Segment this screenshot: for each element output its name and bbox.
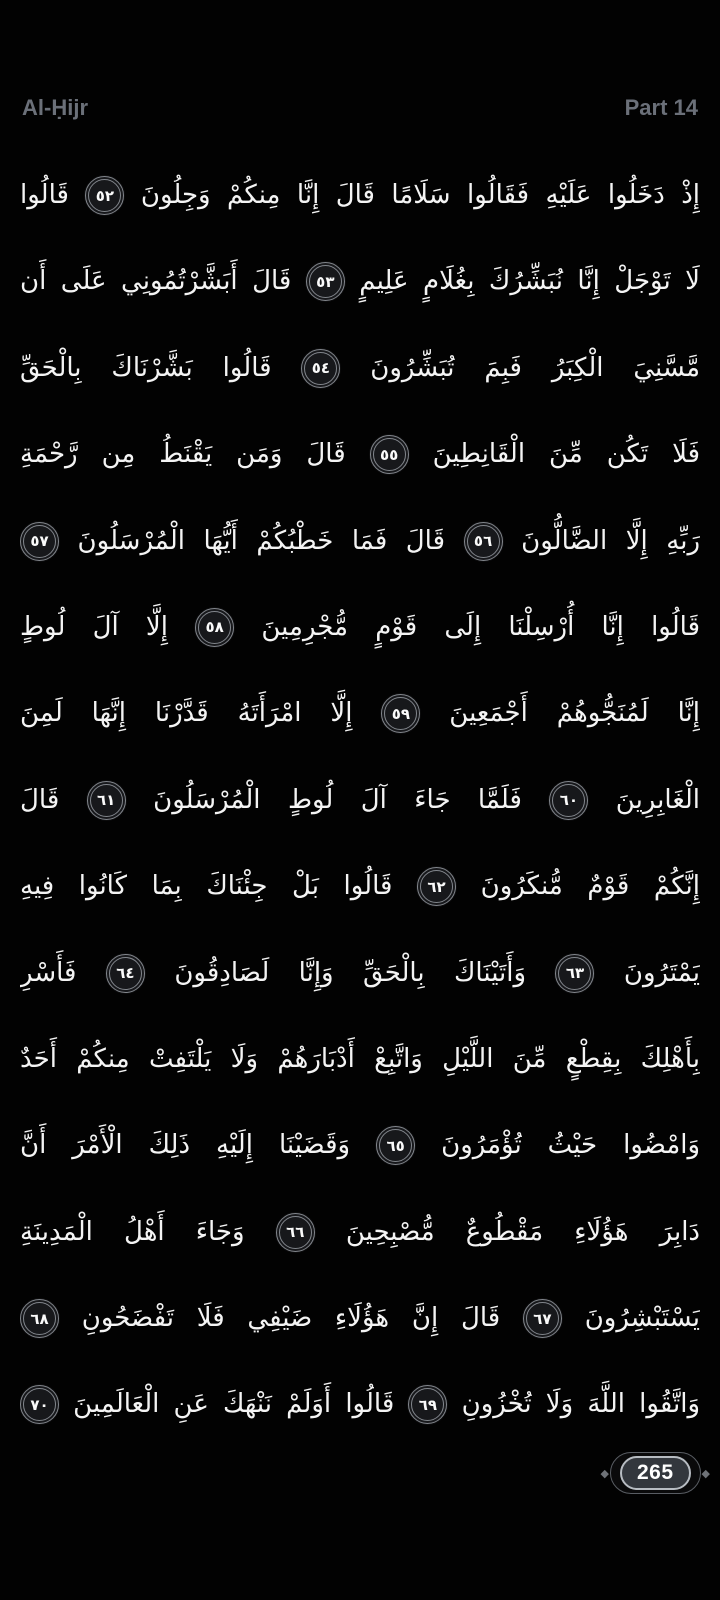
page-badge-outer-ring xyxy=(610,1452,701,1494)
verse-end-marker: ٥٨ xyxy=(195,608,234,647)
ayah-text: وَاتَّقُوا اللَّهَ وَلَا تُخْزُونِ xyxy=(461,1389,700,1420)
verse-end-marker: ٦٤ xyxy=(106,954,145,993)
ayah-text: فَأَسْرِ xyxy=(20,957,77,988)
mushaf-line xyxy=(20,498,700,584)
mushaf-line xyxy=(20,1275,700,1361)
ayah-text: الْغَابِرِينَ xyxy=(615,784,700,815)
verse-end-marker: ٦١ xyxy=(87,781,126,820)
mushaf-page[interactable] xyxy=(20,152,700,1448)
ayah-text: وَأَتَيْنَاكَ بِالْحَقِّ وَإِنَّا لَصَادِقُونَ xyxy=(174,957,527,988)
verse-end-marker: ٧٠ xyxy=(20,1385,59,1424)
mushaf-line xyxy=(20,843,700,929)
mushaf-line xyxy=(20,1016,700,1102)
ayah-text: قَالَ أَبَشَّرْتُمُونِي عَلَى أَن xyxy=(20,266,292,297)
ayah-text: قَالُوا إِنَّا أُرْسِلْنَا إِلَى قَوْمٍ مُّجْرِمِينَ xyxy=(261,611,700,642)
ayah-text: قَالُوا بَشَّرْنَاكَ بِالْحَقِّ xyxy=(20,352,272,383)
ayah-text: قَالَ xyxy=(20,784,60,815)
ayah-text: وَامْضُوا حَيْثُ تُؤْمَرُونَ xyxy=(441,1130,700,1161)
surah-title: Al-Ḥijr xyxy=(22,95,88,120)
juz-part-label: Part 14 xyxy=(624,95,698,120)
verse-end-marker: ٥٩ xyxy=(381,694,420,733)
ayah-text: إِلَّا امْرَأَتَهُ قَدَّرْنَا إِنَّهَا لَمِنَ xyxy=(20,698,353,729)
verse-end-marker: ٦٢ xyxy=(417,867,456,906)
ayah-text: لَا تَوْجَلْ إِنَّا نُبَشِّرُكَ بِغُلَامٍ عَلِيمٍ xyxy=(359,266,700,297)
mushaf-line xyxy=(20,757,700,843)
ayah-text: قَالَ فَمَا خَطْبُكُمْ أَيُّهَا الْمُرْسَلُونَ xyxy=(77,525,446,556)
mushaf-line xyxy=(20,411,700,497)
mushaf-line xyxy=(20,1361,700,1447)
ayah-text: قَالَ وَمَن يَقْنَطُ مِن رَّحْمَةِ xyxy=(20,439,346,470)
ayah-text: إِنَّكُمْ قَوْمٌ مُّنكَرُونَ xyxy=(480,871,700,902)
verse-end-marker: ٦٨ xyxy=(20,1299,59,1338)
verse-end-marker: ٦٩ xyxy=(408,1385,447,1424)
verse-end-marker: ٥٤ xyxy=(301,349,340,388)
ayah-text: وَجَاءَ أَهْلُ الْمَدِينَةِ xyxy=(20,1216,245,1247)
ayah-text: دَابِرَ هَؤُلَاءِ مَقْطُوعٌ مُّصْبِحِينَ xyxy=(345,1216,700,1247)
verse-end-marker: ٥٣ xyxy=(306,262,345,301)
ayah-text: بِأَهْلِكَ بِقِطْعٍ مِّنَ اللَّيْلِ وَاتَّبِعْ أَدْبَارَهُمْ وَلَا يَلْتَفِتْ مِنكُمْ أَحَدٌ xyxy=(20,1043,700,1074)
ayah-text: مَّسَّنِيَ الْكِبَرُ فَبِمَ تُبَشِّرُونَ xyxy=(370,352,700,383)
ayah-text: قَالُوا xyxy=(20,180,69,210)
verse-end-marker: ٦٦ xyxy=(276,1213,315,1252)
ayah-text: فَلَمَّا جَاءَ آلَ لُوطٍ الْمُرْسَلُونَ xyxy=(153,784,522,815)
mushaf-line xyxy=(20,152,700,238)
verse-end-marker: ٦٧ xyxy=(523,1299,562,1338)
verse-end-marker: ٦٣ xyxy=(555,954,594,993)
ayah-text: إِنَّا لَمُنَجُّوهُمْ أَجْمَعِينَ xyxy=(449,698,700,729)
ayah-text: قَالُوا أَوَلَمْ نَنْهَكَ عَنِ الْعَالَمِينَ xyxy=(73,1389,395,1420)
page-header xyxy=(22,95,698,121)
ayah-text: إِلَّا آلَ لُوطٍ xyxy=(20,611,168,642)
badge-right-ornament-icon: ◆ xyxy=(701,1466,710,1480)
ayah-text: فَلَا تَكُن مِّنَ الْقَانِطِينَ xyxy=(432,439,700,470)
verse-end-marker: ٦٠ xyxy=(549,781,588,820)
ayah-text: يَمْتَرُونَ xyxy=(623,957,700,988)
verse-end-marker: ٦٥ xyxy=(376,1126,415,1165)
mushaf-line xyxy=(20,930,700,1016)
mushaf-line xyxy=(20,670,700,756)
mushaf-line xyxy=(20,1189,700,1275)
ayah-text: يَسْتَبْشِرُونَ xyxy=(584,1303,700,1334)
ayah-text: قَالَ إِنَّ هَؤُلَاءِ ضَيْفِي فَلَا تَفْضَحُونِ xyxy=(81,1303,501,1334)
page-number: 265 xyxy=(620,1456,691,1490)
verse-end-marker: ٥٢ xyxy=(85,176,124,215)
mushaf-line xyxy=(20,238,700,324)
ayah-text: رَبِّهِ إِلَّا الضَّالُّونَ xyxy=(521,525,700,556)
page-number-badge xyxy=(601,1452,710,1494)
mushaf-line xyxy=(20,584,700,670)
ayah-text: إِذْ دَخَلُوا عَلَيْهِ فَقَالُوا سَلَامًا قَالَ إِنَّا مِنكُمْ وَجِلُونَ xyxy=(140,180,700,210)
verse-end-marker: ٥٦ xyxy=(464,522,503,561)
ayah-text: قَالُوا بَلْ جِئْنَاكَ بِمَا كَانُوا فِيهِ xyxy=(20,871,393,902)
verse-end-marker: ٥٧ xyxy=(20,522,59,561)
verse-end-marker: ٥٥ xyxy=(370,435,409,474)
badge-left-ornament-icon: ◆ xyxy=(600,1466,609,1480)
ayah-text: وَقَضَيْنَا إِلَيْهِ ذَلِكَ الْأَمْرَ أَنَّ xyxy=(20,1130,351,1161)
mushaf-line xyxy=(20,1102,700,1188)
mushaf-line xyxy=(20,325,700,411)
